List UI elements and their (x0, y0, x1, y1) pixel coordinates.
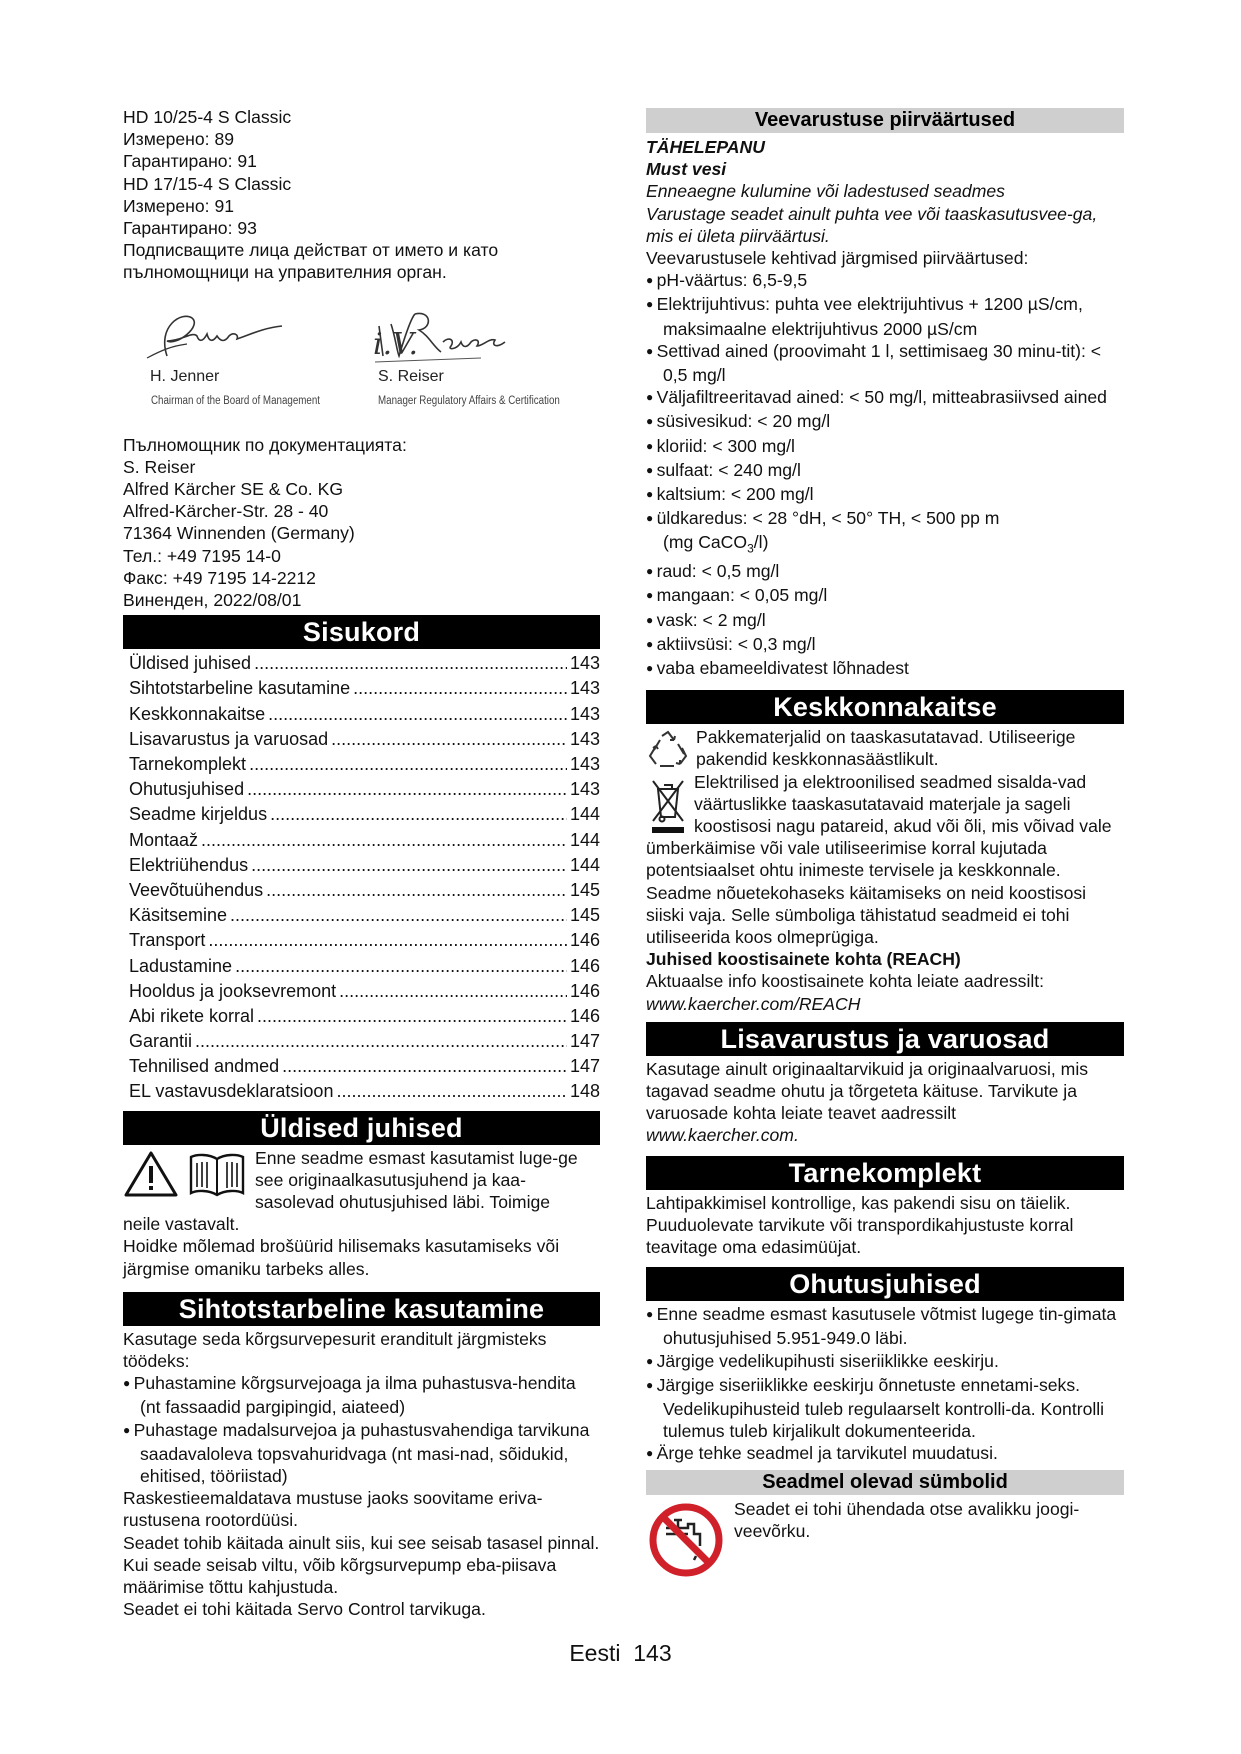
general-section (123, 1147, 600, 1280)
toc-entry-title: Transport (129, 930, 206, 951)
general-text: neile vastavalt. (123, 1214, 240, 1235)
list-item: ● Väljafiltreeritavad ained: < 50 mg/l, mitteabrasiivsed ained (646, 386, 1124, 410)
text-line: Гарантирано: 93 (123, 218, 257, 239)
notice-title: TÄHELEPANU (646, 137, 765, 157)
section-heading-safety: Ohutusjuhised (646, 1267, 1124, 1301)
toc-entry-page: 144 (569, 804, 600, 825)
section-heading-symbols: Seadmel olevad sümbolid (646, 1470, 1124, 1495)
warning-triangle-icon (123, 1149, 179, 1199)
toc-leader-dots (208, 928, 567, 953)
toc-leader-dots (353, 676, 567, 701)
recycling-icon (646, 730, 690, 770)
intended-use-intro: Kasutage seda kõrgsurvepesurit eranditult järgmisteks töödeks: (123, 1328, 547, 1372)
reach-title: Juhised koostisainete kohta (REACH) (646, 949, 961, 970)
toc-entry-title: Montaaž (129, 829, 199, 850)
toc-entry[interactable] (129, 651, 600, 676)
toc-entry-page: 147 (569, 1056, 600, 1077)
list-item: ● Järgige siseriiklikke eeskirju õnnetuste ennetami-seks. Vedelikupihusteid tuleb regulaarselt kontrolli-da. Kontrolli tulemus tuleb kirjalikult dokumenteerida. (646, 1374, 1124, 1443)
list-item: ● Enne seadme esmast kasutusele võtmist lugege tin-gimata ohutusjuhised 5.951-949.0 läbi. (646, 1303, 1124, 1349)
toc-entry-title: Tehnilised andmed (129, 1056, 280, 1077)
text-line: Alfred-Kärcher-Str. 28 - 40 (123, 501, 329, 522)
notice-text: Enneaegne kulumine või ladestused seadmes (646, 181, 1005, 202)
hardness-unit: (mg CaCO (663, 532, 748, 553)
text-line: Измерено: 91 (123, 195, 235, 216)
noise-values (123, 106, 600, 284)
toc-entry-title: Ladustamine (129, 955, 233, 976)
toc-entry[interactable] (129, 676, 600, 701)
list-item: ● Puhastamine kõrgsurvejoaga ja ilma puhastusva-hendita (nt fassaadid pargipingid, aiateed) (123, 1372, 600, 1418)
toc-entry[interactable] (129, 828, 600, 853)
accessories-link[interactable]: www.kaercher.com. (646, 1125, 799, 1146)
list-item: ● Settivad ained (proovimaht 1 l, settimisaeg 30 minu-tit): < 0,5 mg/l (646, 340, 1124, 386)
list-item: ● Elektrijuhtivus: puhta vee elektrijuhtivus + 1200 µS/cm, maksimaalne elektrijuhtivus 2000 µS/cm (646, 293, 1124, 339)
toc-entry-page: 143 (569, 678, 600, 699)
section-heading-intended-use: Sihtotstarbeline kasutamine (123, 1292, 600, 1326)
toc-entry-title: Garantii (129, 1031, 193, 1052)
no-drinking-water-icon (648, 1502, 724, 1578)
toc-leader-dots (247, 777, 567, 802)
text-line: HD 17/15-4 S Classic (123, 173, 292, 194)
toc-leader-dots (268, 702, 567, 727)
toc-leader-dots (331, 727, 567, 752)
toc-leader-dots (257, 1004, 567, 1029)
text-line: HD 10/25-4 S Classic (123, 107, 292, 127)
toc-entry-title: Tarnekomplekt (129, 754, 247, 774)
list-item: ● vask: < 2 mg/l (646, 609, 1124, 633)
text-line: Пълномощник по документацията: (123, 434, 407, 455)
table-of-contents (129, 651, 600, 1104)
section-heading-environment: Keskkonnakaitse (646, 690, 1124, 724)
toc-leader-dots (336, 1079, 567, 1104)
toc-entry-page: 143 (569, 754, 600, 774)
section-heading-accessories: Lisavarustus ja varuosad (646, 1022, 1124, 1056)
signatory-1-role: Chairman of the Board of Management (151, 394, 320, 407)
text-line: Тел.: +49 7195 14-0 (123, 545, 281, 566)
text-line: Измерено: 89 (123, 129, 235, 150)
accessories-text: Kasutage ainult originaaltarvikuid ja originaalvaruosi, mis tagavad seadme ohutu ja tõrgeteta käituse. Tarvikute ja varuosade kohta leiate teavet aadressilt (646, 1058, 1089, 1124)
toc-leader-dots (270, 802, 567, 827)
toc-entry-page: 143 (569, 703, 600, 724)
list-item: ● kaltsium: < 200 mg/l (646, 483, 1124, 507)
text-line: Alfred Kärcher SE & Co. KG (123, 479, 344, 500)
toc-entry-title: Hooldus ja jooksevremont (129, 980, 337, 1001)
toc-entry-title: Keskkonnakaitse (129, 703, 266, 724)
weee-text: Elektrilised ja elektroonilised seadmed sisalda-vad väärtuslikke taaskasutatavaid materjale ja sageli koostisosi nagu patareid, akud või õli, mis võivad vale ümberkäimise või vale utiliseerimise korral kujutada potentsiaalset ohtu inimeste tervisele ja keskkonnale. Seadme nõuetekohaseks käitamiseks on neid koostisosi siiski vaja. Selle sümboliga tähistatud seadmeid ei tohi utiliseerida koos olmeprügiga. (646, 771, 1112, 948)
right-column (646, 108, 1124, 1578)
toc-leader-dots (249, 752, 567, 777)
toc-entry-page: 146 (569, 980, 600, 1001)
section-heading-general: Üldised juhised (123, 1111, 600, 1145)
toc-leader-dots (201, 828, 567, 853)
notice-subtitle: Must vesi (646, 159, 727, 180)
toc-entry-page: 143 (569, 653, 600, 674)
toc-leader-dots (254, 651, 567, 676)
reach-link[interactable]: www.kaercher.com/REACH (646, 993, 861, 1014)
toc-leader-dots (266, 878, 567, 903)
intended-use-text: Seadet tohib käitada ainult siis, kui see seisab tasasel pinnal. Kui seade seisab viltu, võib kõrgsurvepump eba-piisava määrimise tõttu kahjustuda. (123, 1532, 600, 1598)
symbols-text: Seadet ei tohi ühendada otse avalikku joogi-veevõrku. (734, 1498, 1080, 1541)
toc-entry-page: 147 (569, 1031, 600, 1052)
toc-entry-title: Lisavarustus ja varuosad (129, 728, 329, 749)
toc-entry-page: 145 (569, 879, 600, 900)
text-line: Гарантирано: 91 (123, 151, 257, 172)
hardness-subscript: 3 (747, 541, 754, 556)
toc-entry-title: Elektriühendus (129, 854, 249, 875)
left-column (123, 106, 600, 1620)
general-text: Hoidke mõlemad brošüürid hilisemaks kasutamiseks või järgmise omaniku tarbeks alles. (123, 1236, 560, 1279)
page-footer (0, 1640, 1241, 1667)
toc-entry-page: 146 (569, 1005, 600, 1026)
text-line: Факс: +49 7195 14-2212 (123, 567, 316, 588)
signatory-2-name: S. Reiser (378, 367, 444, 385)
symbols-section (646, 1498, 1124, 1542)
text-line: пълномощници на управителния орган. (123, 262, 447, 283)
toc-entry-page: 143 (569, 728, 600, 749)
delivery-text: Lahtipakkimisel kontrollige, kas pakendi sisu on täielik. Puuduolevate tarvikute või transpordikahjustuste korral teavitage oma edasimüüjat. (646, 1192, 1074, 1258)
toc-entry-title: Ohutusjuhised (129, 779, 245, 800)
hardness-unit-end: /l) (753, 532, 769, 553)
text-line: 71364 Winnenden (Germany) (123, 523, 355, 544)
list-item-hardness (646, 507, 1124, 560)
hardness-text: üldkaredus: < 28 °dH, < 50° TH, < 500 pp m (656, 508, 1000, 529)
toc-heading: Sisukord (123, 615, 600, 649)
toc-entry[interactable] (129, 954, 600, 979)
list-item: ● Ärge tehke seadmel ja tarvikutel muudatusi. (646, 1442, 1124, 1466)
list-item: ● aktiivsüsi: < 0,3 mg/l (646, 633, 1124, 657)
toc-leader-dots (282, 1054, 567, 1079)
intended-use-section (123, 1328, 600, 1621)
toc-entry[interactable] (129, 903, 600, 928)
list-item: ● süsivesikud: < 20 mg/l (646, 410, 1124, 434)
reach-text: Aktuaalse info koostisainete kohta leiate aadressilt: (646, 971, 1045, 992)
toc-entry[interactable] (129, 1054, 600, 1079)
toc-leader-dots (230, 903, 567, 928)
toc-entry[interactable] (129, 802, 600, 827)
text-line: S. Reiser (123, 456, 196, 477)
list-item: ● Puhastage madalsurvejoa ja puhastusvahendiga tarvikuna saadavaloleva topsvahuridvaga (nt masi-nad, sõidukid, ehitised, tööriistad) (123, 1419, 600, 1488)
section-heading-water-limits: Veevarustuse piirväärtused (646, 108, 1124, 133)
list-item: ● pH-väärtus: 6,5-9,5 (646, 269, 1124, 293)
signature-prefix: i.V. (373, 326, 419, 362)
limits-intro: Veevarustusele kehtivad järgmised piirväärtused: (646, 248, 1029, 269)
footer-language: Eesti (569, 1640, 621, 1666)
toc-entry-title: Sihtotstarbeline kasutamine (129, 678, 351, 699)
manual-book-icon (187, 1149, 247, 1199)
toc-leader-dots (339, 979, 567, 1004)
toc-entry-page: 146 (569, 955, 600, 976)
toc-entry[interactable] (129, 878, 600, 903)
toc-entry[interactable] (129, 979, 600, 1004)
toc-leader-dots (251, 853, 567, 878)
toc-entry-page: 144 (569, 829, 600, 850)
toc-leader-dots (195, 1029, 567, 1054)
toc-entry-title: EL vastavusdeklaratsioon (129, 1081, 334, 1102)
page-number: 143 (633, 1640, 672, 1666)
environment-section (646, 726, 1124, 1015)
documentation-contact (123, 434, 600, 612)
toc-entry-title: Abi rikete korral (129, 1005, 255, 1026)
list-item: ● vaba ebameeldivatest lõhnadest (646, 657, 1124, 681)
toc-entry-title: Seadme kirjeldus (129, 804, 268, 825)
toc-entry-page: 143 (569, 779, 600, 800)
toc-entry-title: Käsitsemine (129, 905, 228, 926)
toc-entry-page: 146 (569, 930, 600, 951)
intended-use-text: Seadet ei tohi käitada Servo Control tarvikuga. (123, 1599, 486, 1620)
toc-entry-page: 144 (569, 854, 600, 875)
toc-entry-title: Veevõtuühendus (129, 879, 264, 900)
toc-entry-page: 145 (569, 905, 600, 926)
signature-jenner (137, 306, 287, 366)
toc-entry[interactable] (129, 1029, 600, 1054)
toc-leader-dots (235, 954, 567, 979)
text-line: Виненден, 2022/08/01 (123, 590, 302, 611)
toc-entry[interactable] (129, 1079, 600, 1104)
recycling-text: Pakkematerjalid on taaskasutatavad. Utiliseerige pakendid keskkonnasäästlikult. (696, 727, 1076, 770)
toc-entry[interactable] (129, 853, 600, 878)
list-item: ● Järgige vedelikupihusti siseriiklikke eeskirju. (646, 1350, 1124, 1374)
section-heading-delivery: Tarnekomplekt (646, 1156, 1124, 1190)
list-item: ● mangaan: < 0,05 mg/l (646, 584, 1124, 608)
toc-entry[interactable] (129, 702, 600, 727)
text-line: Подписващите лица действат от името и като (123, 240, 499, 261)
list-item: ● raud: < 0,5 mg/l (646, 560, 1124, 584)
notice-text: Varustage seadet ainult puhta vee või taaskasutusvee-ga, mis ei ületa piirväärtusi. (646, 203, 1098, 246)
list-item: ● sulfaat: < 240 mg/l (646, 459, 1124, 483)
toc-entry[interactable] (129, 777, 600, 802)
intended-use-text: Raskestieemaldatava mustuse jaoks soovitame eriva-rustusena rootordüüsi. (123, 1488, 543, 1531)
general-text: Enne seadme esmast kasutamist luge-ge see originaalkasutusjuhend ja kaa-sasolevad ohutusjuhised läbi. Toimige (255, 1147, 578, 1213)
list-item: ● kloriid: < 300 mg/l (646, 435, 1124, 459)
weee-bin-icon (650, 777, 686, 835)
signatory-1-name: H. Jenner (150, 367, 220, 385)
toc-entry[interactable] (129, 727, 600, 752)
toc-entry[interactable] (129, 752, 600, 777)
signatures (123, 284, 600, 434)
toc-entry[interactable] (129, 928, 600, 953)
signature-reiser (371, 306, 511, 366)
toc-entry-title: Üldised juhised (129, 653, 252, 674)
toc-entry[interactable] (129, 1004, 600, 1029)
signatory-2-role: Manager Regulatory Affairs & Certification (378, 394, 560, 407)
toc-entry-page: 148 (569, 1081, 600, 1102)
